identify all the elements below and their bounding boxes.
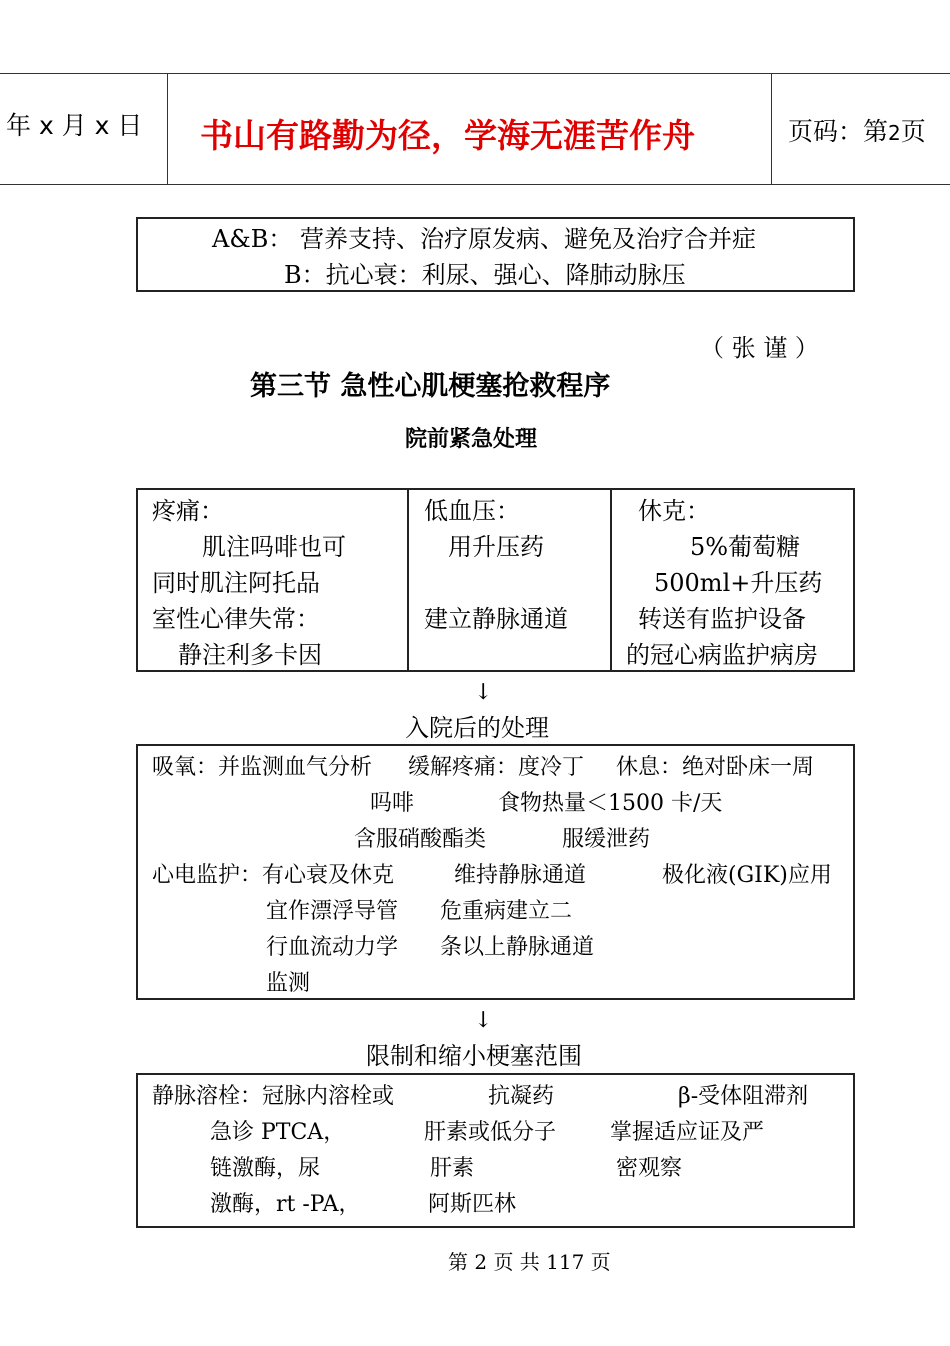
cell-text: 低血压： <box>424 497 520 525</box>
box-text: 心电监护：有心衰及休克 <box>152 863 395 888</box>
admission-title: 入院后的处理 <box>405 714 549 742</box>
header-date: 年 x 月 x 日 <box>6 111 143 140</box>
box-text: 抗凝药 <box>488 1084 555 1109</box>
box-text: 极化液(GIK)应用 <box>662 863 832 888</box>
box-text: 静脉溶栓：冠脉内溶栓或 <box>152 1084 395 1109</box>
box-text: 服缓泄药 <box>562 827 651 852</box>
header-motto: 书山有路勤为径，学海无涯苦作舟 <box>200 116 695 155</box>
box-text: 缓解疼痛：度冷丁 <box>408 755 585 780</box>
cell-text: 同时肌注阿托品 <box>152 569 320 597</box>
summary-line-2: B：抗心衰：利尿、强心、降肺动脉压 <box>284 261 686 289</box>
page-suffix: 页 <box>900 117 926 146</box>
page-header <box>0 73 950 185</box>
page-num: 2 <box>888 121 901 145</box>
box-text: 休息：绝对卧床一周 <box>616 755 815 780</box>
cell-text: 500ml+升压药 <box>654 569 823 597</box>
cell-text: 转送有监护设备 <box>638 605 806 633</box>
box-text: 激酶，rt -PA， <box>210 1192 361 1217</box>
cell-text: 用升压药 <box>448 533 544 561</box>
header-divider <box>771 74 772 184</box>
box-text: 掌握适应证及严 <box>610 1120 765 1145</box>
box-text: 密观察 <box>616 1156 683 1181</box>
cell-text: 肌注吗啡也可 <box>202 533 346 561</box>
box-text: 条以上静脉通道 <box>440 935 595 960</box>
down-arrow-icon: ↓ <box>474 1008 493 1033</box>
box-text: 阿斯匹林 <box>428 1192 517 1217</box>
summary-box <box>136 217 855 292</box>
summary-line-1: A&B： 营养支持、治疗原发病、避免及治疗合并症 <box>212 225 756 253</box>
cell-text: 的冠心病监护病房 <box>626 641 818 669</box>
cell-text: 休克： <box>638 497 710 525</box>
subtitle: 院前紧急处理 <box>405 427 538 452</box>
box-text: 宜作漂浮导管 <box>266 899 399 924</box>
box-text: 链激酶，尿 <box>210 1156 321 1181</box>
box-text: 危重病建立二 <box>440 899 573 924</box>
box-text: 肝素或低分子 <box>424 1120 557 1145</box>
down-arrow-icon: ↓ <box>474 680 493 705</box>
page-prefix: 页码：第 <box>788 117 889 146</box>
column-divider <box>407 490 409 670</box>
box-text: 肝素 <box>430 1156 475 1181</box>
author: （ 张 谨 ） <box>700 334 819 362</box>
header-page-number <box>788 112 926 148</box>
box-text: 吗啡 <box>370 791 415 816</box>
limit-title: 限制和缩小梗塞范围 <box>366 1042 582 1070</box>
column-divider <box>610 490 612 670</box>
cell-text: 5%葡萄糖 <box>690 533 801 561</box>
limit-box <box>136 1073 855 1228</box>
page-footer: 第 2 页 共 117 页 <box>448 1250 611 1274</box>
box-text: 食物热量＜1500 卡/天 <box>498 791 723 816</box>
cell-text: 室性心律失常： <box>152 605 320 633</box>
section-title: 第三节 急性心肌梗塞抢救程序 <box>250 371 611 402</box>
cell-text: 建立静脉通道 <box>424 605 568 633</box>
box-text: 监测 <box>266 971 311 996</box>
box-text: 维持静脉通道 <box>454 863 587 888</box>
box-text: 含服硝酸酯类 <box>354 827 487 852</box>
box-text: 行血流动力学 <box>266 935 399 960</box>
header-divider <box>167 74 168 184</box>
box-text: β-受体阻滞剂 <box>678 1084 809 1109</box>
box-text: 吸氧：并监测血气分析 <box>152 755 373 780</box>
prehospital-table <box>136 488 855 672</box>
admission-box <box>136 744 855 1000</box>
cell-text: 静注利多卡因 <box>178 641 322 669</box>
cell-text: 疼痛： <box>152 497 224 525</box>
box-text: 急诊 PTCA， <box>210 1120 346 1145</box>
